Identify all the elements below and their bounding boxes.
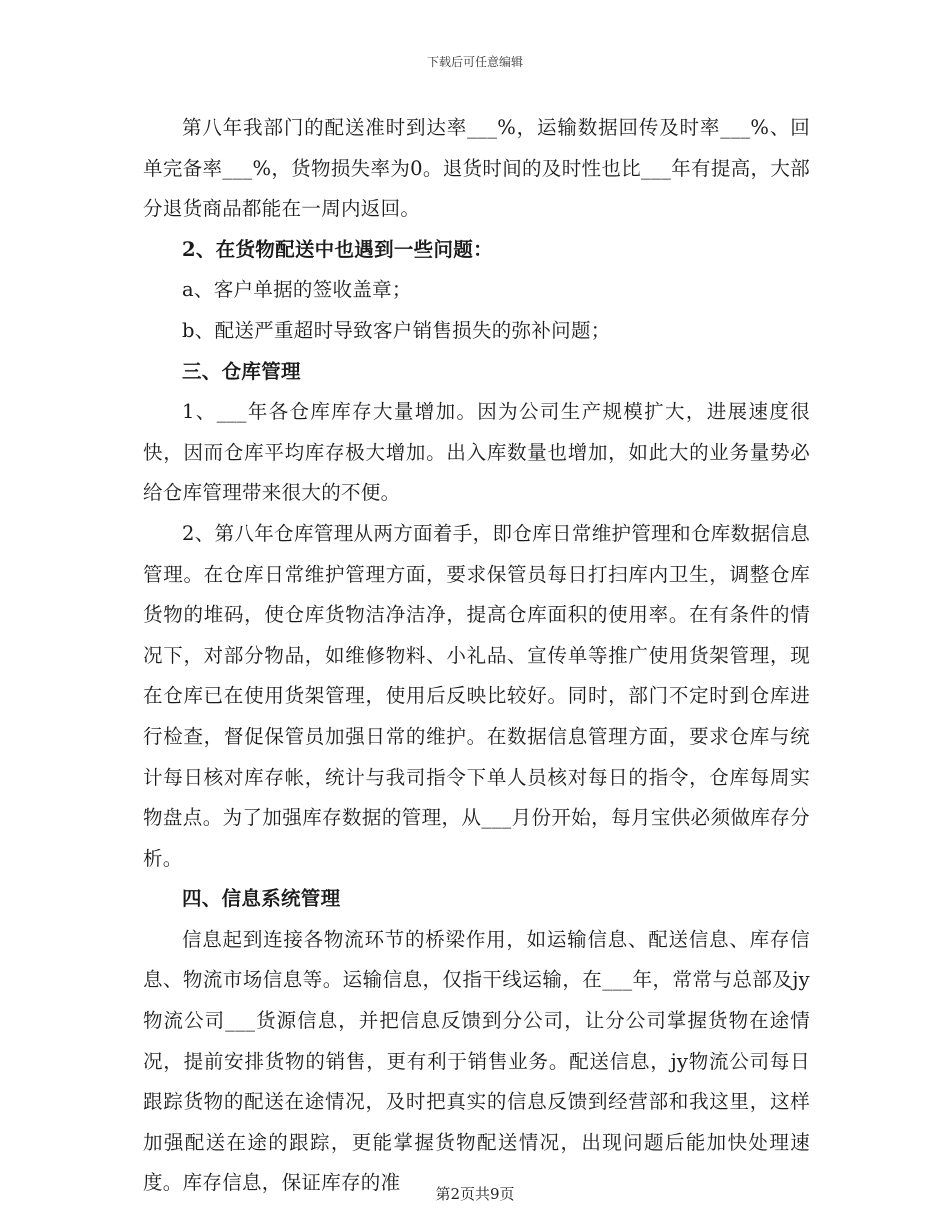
paragraph-warehouse-2: 2、第八年仓库管理从两方面着手，即仓库日常维护管理和仓库数据信息管理。在仓库日常维护管理方面，要求保管员每日打扫库内卫生，调整仓库货物的堆码，使仓库货物洁净洁净，提高仓库面积的使用率。在有条件的情况下，对部分物品，如维修物料、小礼品、宣传单等推广使用货架管理，现在仓库已在使用货架管理，使用后反映比较好。同时，部门不定时到仓库进行检查，督促保管员加强日常的维护。在数据信息管理方面，要求仓库与统计每日核对库存帐，统计与我司指令下单人员核对每日的指令，仓库每周实物盘点。为了加强库存数据的管理，从___月份开始，每月宝供必须做库存分析。 [143, 521, 810, 870]
page-header: 下载后可任意编辑 [426, 55, 523, 69]
list-item-a: a、客户单据的签收盖章； [182, 278, 412, 302]
page-footer: 第2页共9页 [435, 1185, 515, 1203]
paragraph-delivery-rates: 第八年我部门的配送准时到达率___%，运输数据回传及时率___%、回单完备率___%，货物损失率为0。退货时间的及时性也比___年有提高，大部分退货商品都能在一周内返回。 [143, 116, 810, 221]
heading-warehouse-management: 三、仓库管理 [182, 359, 301, 383]
list-item-b: b、配送严重超时导致客户销售损失的弥补问题； [182, 318, 611, 342]
heading-information-system: 四、信息系统管理 [182, 887, 341, 911]
paragraph-information-system: 信息起到连接各物流环节的桥梁作用，如运输信息、配送信息、库存信息、物流市场信息等。运输信息，仅指干线运输，在___年，常常与总部及jy物流公司___货源信息，并把信息反馈到分公司，让分公司掌握货物在途情况，提前安排货物的销售，更有利于销售业务。配送信息，jy物流公司每日跟踪货物的配送在途情况，及时把真实的信息反馈到经营部和我这里，这样加强配送在途的跟踪，更能掌握货物配送情况，出现问题后能加快处理速度。库存信息，保证库存的准 [143, 927, 810, 1195]
paragraph-warehouse-1: 1、___年各仓库库存大量增加。因为公司生产规模扩大，进展速度很快，因而仓库平均库存极大增加。出入库数量也增加，如此大的业务量势必给仓库管理带来很大的不便。 [143, 400, 810, 505]
heading-delivery-problems: 2、在货物配送中也遇到一些问题： [182, 237, 493, 261]
document-body [143, 108, 810, 1204]
